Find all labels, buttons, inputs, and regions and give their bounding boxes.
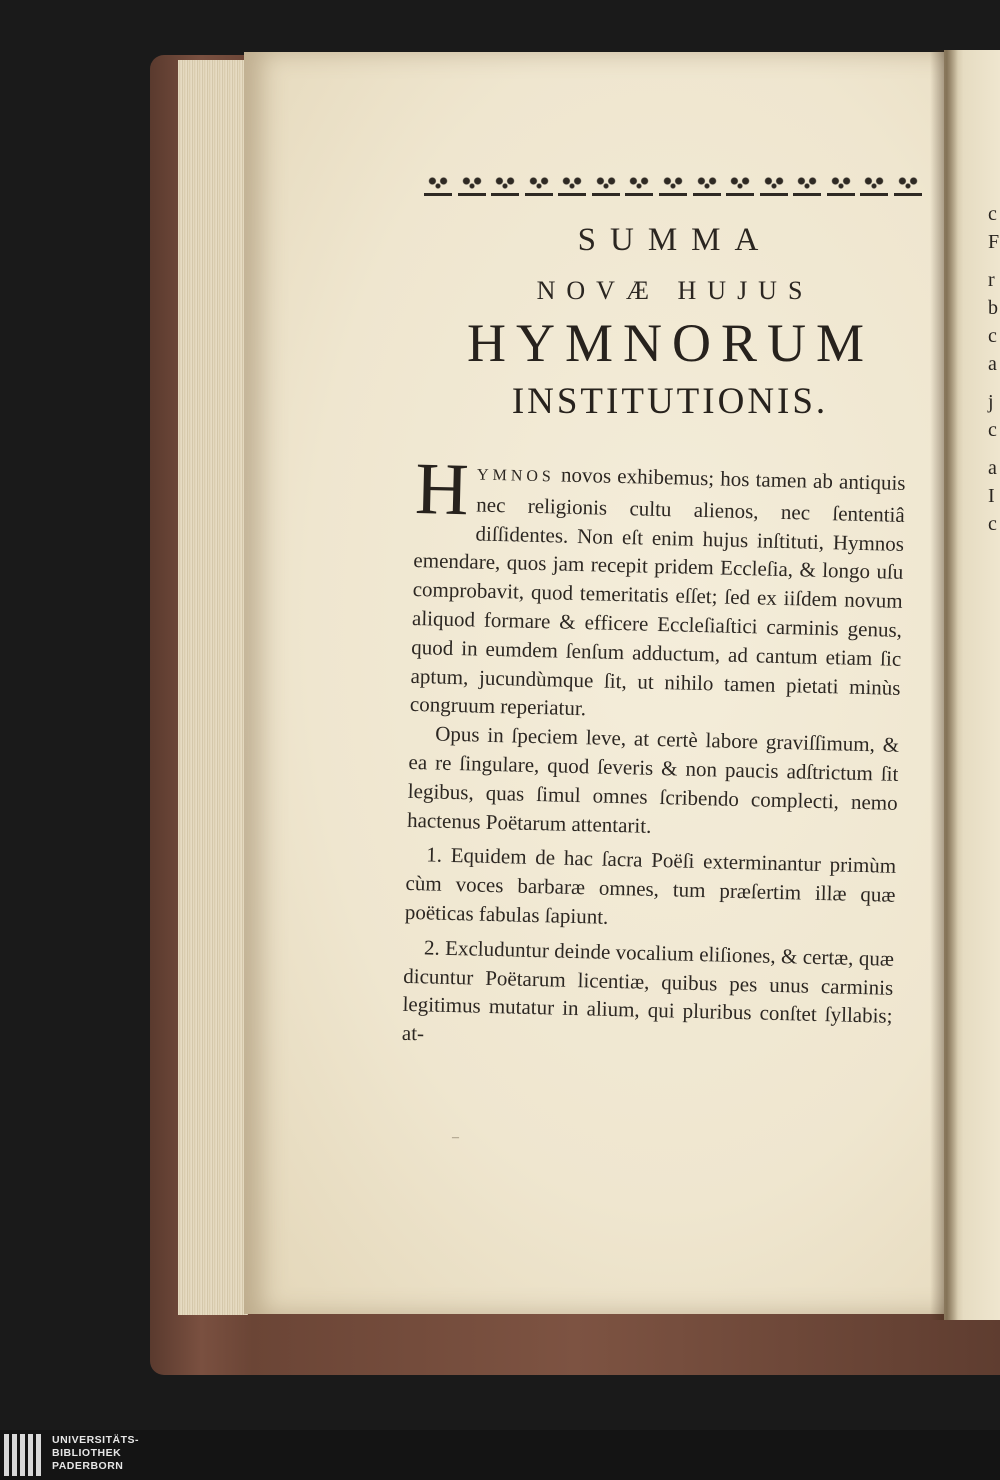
library-name-line: BIBLIOTHEK xyxy=(52,1447,122,1459)
title-line-institutionis: INSTITUTIONIS. xyxy=(511,381,829,422)
drop-cap: H xyxy=(414,448,470,532)
next-page-letter: r xyxy=(988,269,995,291)
next-page-letter: c xyxy=(988,513,997,535)
body-text xyxy=(401,448,906,1060)
ornament-icon xyxy=(693,173,721,196)
next-page-letter: c xyxy=(988,325,997,347)
next-page-letter: a xyxy=(988,457,997,479)
ornament-icon xyxy=(625,173,653,196)
ornament-icon xyxy=(491,173,519,196)
next-page-gap xyxy=(988,444,1000,454)
next-page-letter: b xyxy=(988,297,998,319)
gutter-shadow xyxy=(930,50,958,1320)
library-logo-icon xyxy=(4,1434,44,1476)
next-page-letter: I xyxy=(988,485,995,507)
ornament-icon xyxy=(558,173,586,196)
library-name xyxy=(52,1434,139,1473)
library-footer xyxy=(0,1430,1000,1480)
ornament-icon xyxy=(760,173,788,196)
paragraph-2: Opus in ſpeciem leve, at certè labore graviſſimum, & ea re ſingulare, quod ſeveris & non paucis adſtrictum ſit legibus, quas ſimul omnes ſcribendo complecti, nemo hactenus Poëtarum attentarit. xyxy=(406,721,900,838)
library-name-line: PADERBORN xyxy=(52,1460,124,1472)
next-page-letter: a xyxy=(988,353,997,375)
title-line-summa: SUMMA xyxy=(577,222,773,258)
next-page-letters xyxy=(988,200,1000,538)
next-page-letter: c xyxy=(988,203,997,225)
page-edges xyxy=(178,60,248,1315)
ornament-icon xyxy=(860,173,888,196)
paragraph-1-smallcaps: YMNOS xyxy=(476,466,556,486)
rule-1: 1. Equidem de hac ſacra Poëſi exterminantur primùm cùm voces barbaræ omnes, tum præſertim illæ quæ poëticas fabulas ſapiunt. xyxy=(404,842,897,929)
ornament-icon xyxy=(827,173,855,196)
ornament-icon xyxy=(458,173,486,196)
rule-2: 2. Excluduntur deinde vocalium eliſiones, & certæ, quæ dicuntur Poëtarum licentiæ, quibus pes unus carminis legitimus mutatur in alium, qui pluribus conſtet ſyllabis; at- xyxy=(401,935,895,1046)
next-page-gap xyxy=(988,378,1000,388)
ornament-icon xyxy=(793,173,821,196)
ornament-border xyxy=(424,170,922,198)
next-page-letter: F xyxy=(988,231,1000,253)
ornament-icon xyxy=(726,173,754,196)
ornament-icon xyxy=(525,173,553,196)
ornament-icon xyxy=(592,173,620,196)
next-page-letter: c xyxy=(988,419,997,441)
paragraph-1-text: novos exhibemus; hos tamen ab antiquis nec religionis cultu alienos, nec ſententiâ diſſidentes. Non eſt enim hujus inſtituti, Hymnos emendare, quos jam recepit pridem Eccleſia, & longo uſu comprobavit, quod temeritatis eſſet; ſed ex iiſdem novum aliquod formare & efficere Eccleſiaſtici carminis genus, quod in eumdem ſenſum adductum, ad cantum etiam ſic aptum, jucundùmque ſit, ut nihilo tamen pietati minùs congruum reperiatur. xyxy=(409,462,906,721)
ornament-icon xyxy=(659,173,687,196)
ornament-icon xyxy=(894,173,922,196)
page-dash-mark: – xyxy=(452,1130,459,1145)
next-page-letter: j xyxy=(988,391,994,413)
library-name-line: UNIVERSITÄTS- xyxy=(52,1434,140,1446)
ornament-icon xyxy=(424,173,452,196)
paragraph-1 xyxy=(409,448,906,731)
title-line-novae-hujus: NOVÆ HUJUS xyxy=(536,276,814,305)
title-line-hymnorum: HYMNORUM xyxy=(466,313,875,373)
next-page-gap xyxy=(988,256,1000,266)
